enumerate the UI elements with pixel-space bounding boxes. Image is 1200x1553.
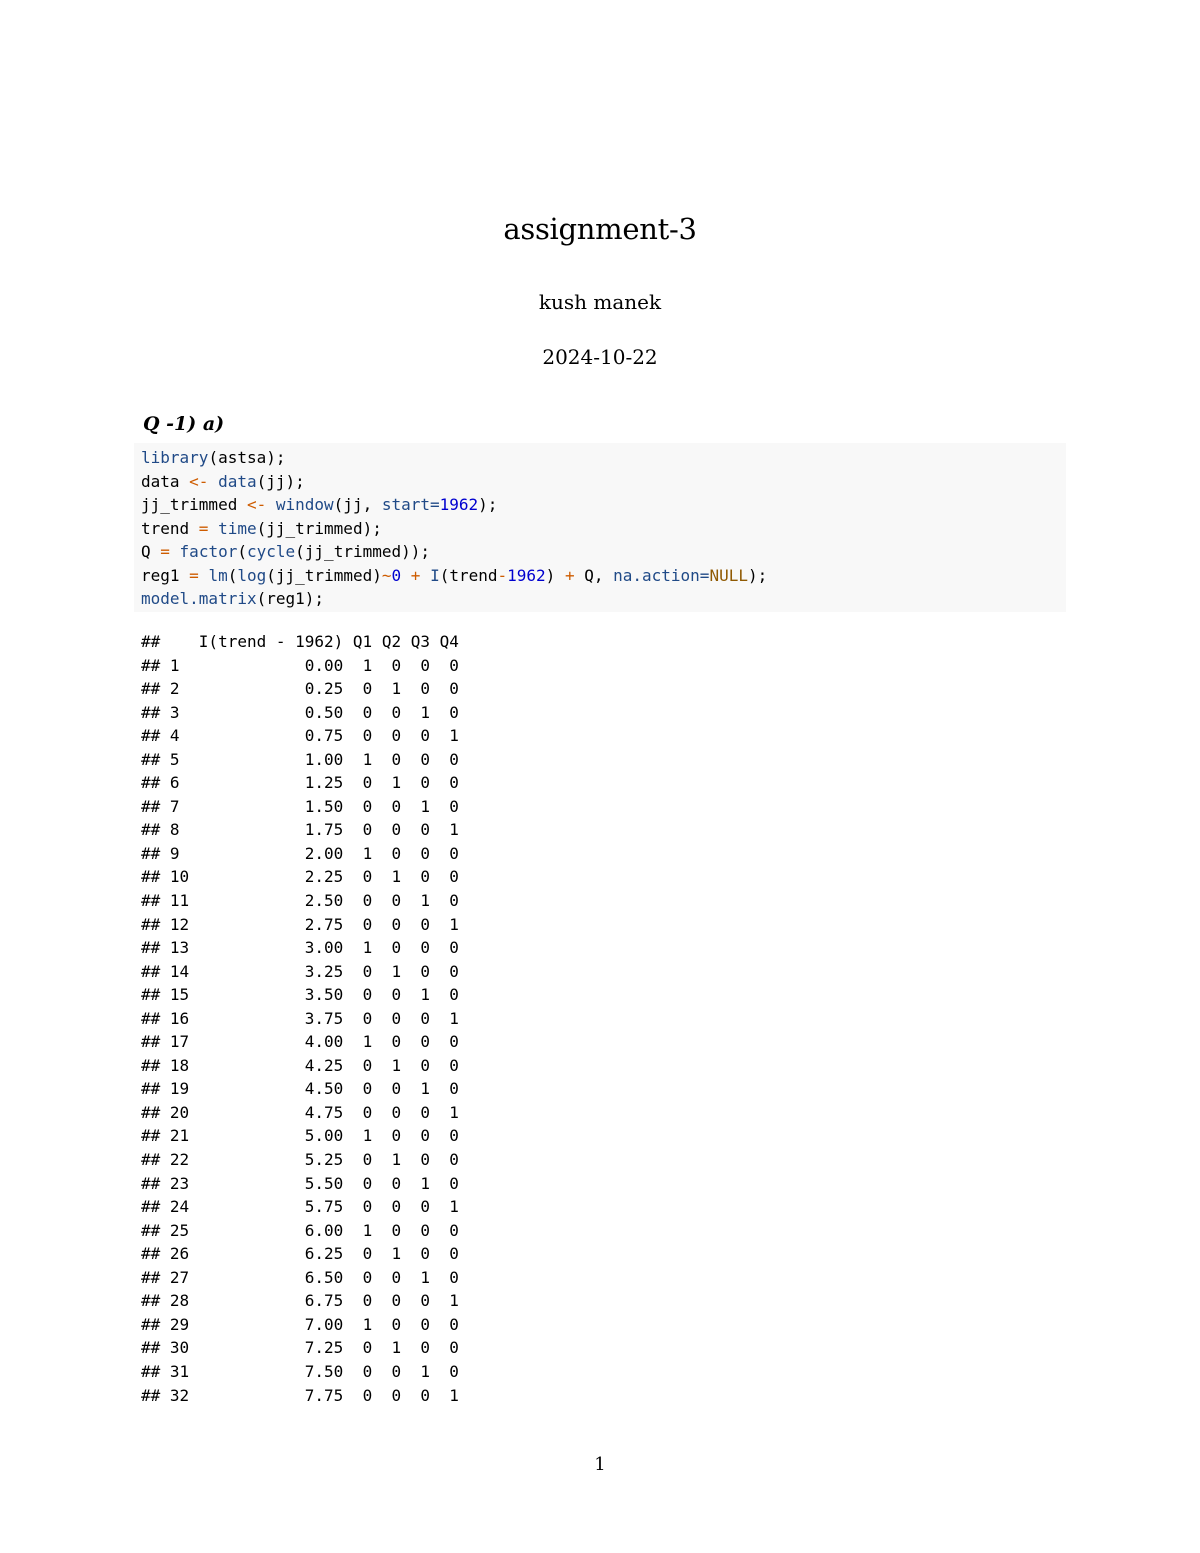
trend-value: 7.25 [189, 1338, 344, 1358]
row-index: ## 16 [141, 1008, 190, 1028]
quarter-value: 0 [372, 1220, 402, 1240]
trend-value: 6.00 [189, 1220, 344, 1240]
trend-value: 4.75 [189, 1102, 344, 1122]
quarter-value: 0 [430, 796, 459, 816]
quarter-value: 0 [372, 1173, 402, 1193]
quarter-value: 0 [401, 867, 431, 887]
quarter-value: 1 [343, 1220, 373, 1240]
quarter-value: 0 [343, 1150, 373, 1170]
row-index: ## 4 [141, 726, 190, 746]
code-token: (trend [439, 565, 498, 585]
code-token: 0 [391, 565, 402, 585]
quarter-value: 0 [430, 1244, 459, 1264]
trend-value: 1.25 [189, 773, 344, 793]
output-row [141, 1266, 459, 1290]
quarter-value: 1 [430, 726, 459, 746]
quarter-value: 0 [372, 1008, 402, 1028]
document-author: kush manek [538, 290, 662, 314]
trend-value: 7.75 [189, 1385, 344, 1405]
page-number: 1 [594, 1454, 606, 1475]
quarter-value: 0 [430, 938, 459, 958]
row-index: ## 18 [141, 1055, 190, 1075]
trend-value: 5.75 [189, 1197, 344, 1217]
row-index: ## 6 [141, 773, 190, 793]
quarter-value: 0 [401, 655, 431, 675]
code-token [208, 472, 218, 491]
output-row [141, 1030, 459, 1054]
output-row [141, 983, 459, 1007]
row-index: ## 28 [141, 1291, 190, 1311]
quarter-value: 0 [372, 1291, 402, 1311]
code-token: Q [141, 542, 161, 561]
output-row [141, 795, 459, 819]
quarter-value: 0 [343, 820, 373, 840]
row-index: ## 1 [141, 655, 190, 675]
quarter-value: 0 [430, 961, 459, 981]
code-token: ); [747, 565, 768, 585]
output-row [141, 889, 459, 913]
quarter-value: 0 [430, 1055, 459, 1075]
quarter-value: 1 [430, 1008, 459, 1028]
quarter-value: 0 [372, 1197, 402, 1217]
row-index: ## 13 [141, 938, 190, 958]
quarter-value: 0 [430, 891, 459, 911]
quarter-value: 0 [343, 961, 373, 981]
quarter-value: 1 [401, 1267, 431, 1287]
output-row [141, 771, 459, 795]
quarter-value: 0 [401, 914, 431, 934]
code-line [141, 470, 1066, 494]
quarter-value: 1 [401, 1361, 431, 1381]
quarter-value: 0 [343, 1102, 373, 1122]
quarter-value: 0 [430, 1361, 459, 1381]
code-token: ( [227, 565, 238, 585]
code-token: reg1 [141, 565, 190, 585]
code-token: (jj_trimmed)); [295, 542, 431, 561]
quarter-value: 0 [430, 985, 459, 1005]
row-index: ## 24 [141, 1197, 190, 1217]
quarter-value: 1 [430, 1291, 459, 1311]
quarter-value: 0 [372, 1385, 402, 1405]
output-row [141, 748, 459, 772]
quarter-value: 1 [401, 1079, 431, 1099]
row-index: ## 8 [141, 820, 190, 840]
quarter-value: 0 [343, 679, 373, 699]
code-token: (reg1); [256, 589, 325, 608]
output-header: ## I(trend - 1962) Q1 Q2 Q3 Q4 [141, 632, 459, 651]
trend-value: 4.00 [189, 1032, 344, 1052]
row-index: ## 32 [141, 1385, 190, 1405]
code-token: = [198, 518, 209, 538]
code-token: trend [141, 518, 199, 538]
code-token: window [275, 495, 334, 514]
output-row [141, 1242, 459, 1266]
trend-value: 5.50 [189, 1173, 344, 1193]
output-row [141, 724, 459, 748]
code-token: = [160, 542, 170, 561]
trend-value: 6.75 [189, 1291, 344, 1311]
code-token: cycle [246, 542, 296, 561]
code-token: jj_trimmed [141, 495, 247, 514]
quarter-value: 0 [343, 914, 373, 934]
trend-value: 2.00 [189, 843, 344, 863]
quarter-value: 0 [343, 1197, 373, 1217]
code-token: + [410, 565, 421, 585]
output-row [141, 1195, 459, 1219]
trend-value: 3.00 [189, 938, 344, 958]
code-token: = [189, 565, 199, 585]
quarter-value: 0 [372, 1032, 402, 1052]
quarter-value: 0 [401, 773, 431, 793]
code-line [141, 587, 1066, 611]
trend-value: 3.75 [189, 1008, 344, 1028]
quarter-value: 0 [372, 1079, 402, 1099]
console-output [141, 630, 459, 1407]
quarter-value: 1 [372, 961, 402, 981]
quarter-value: 0 [343, 891, 373, 911]
row-index: ## 30 [141, 1338, 190, 1358]
quarter-value: 1 [430, 914, 459, 934]
quarter-value: 0 [372, 1126, 402, 1146]
quarter-value: 0 [372, 1361, 402, 1381]
quarter-value: 0 [401, 1008, 431, 1028]
quarter-value: 0 [401, 1102, 431, 1122]
quarter-value: 0 [401, 726, 431, 746]
code-token: (jj_trimmed) [266, 565, 382, 585]
quarter-value: 0 [430, 1079, 459, 1099]
row-index: ## 19 [141, 1079, 190, 1099]
trend-value: 7.00 [189, 1314, 344, 1334]
code-token [208, 519, 218, 538]
code-token: (jj, [333, 495, 382, 514]
quarter-value: 0 [401, 1032, 431, 1052]
trend-value: 5.25 [189, 1150, 344, 1170]
quarter-value: 0 [401, 961, 431, 981]
code-token: NULL [709, 565, 748, 585]
quarter-value: 0 [430, 702, 459, 722]
trend-value: 2.50 [189, 891, 344, 911]
quarter-value: 1 [430, 1197, 459, 1217]
quarter-value: 0 [401, 1126, 431, 1146]
row-index: ## 9 [141, 843, 190, 863]
row-index: ## 2 [141, 679, 190, 699]
output-row [141, 865, 459, 889]
quarter-value: 0 [401, 820, 431, 840]
output-row [141, 1148, 459, 1172]
quarter-value: 0 [343, 1173, 373, 1193]
output-row [141, 1384, 459, 1408]
output-row [141, 1172, 459, 1196]
quarter-value: 0 [372, 749, 402, 769]
quarter-value: 0 [372, 796, 402, 816]
code-token: library [141, 448, 209, 467]
code-line [141, 564, 1066, 588]
quarter-value: 1 [401, 891, 431, 911]
quarter-value: 0 [401, 679, 431, 699]
quarter-value: 0 [343, 985, 373, 1005]
code-token: na.action= [613, 565, 710, 585]
output-row [141, 913, 459, 937]
quarter-value: 0 [343, 1291, 373, 1311]
quarter-value: 1 [372, 679, 402, 699]
document-title: assignment-3 [503, 212, 697, 246]
quarter-value: 1 [401, 796, 431, 816]
quarter-value: 0 [343, 1361, 373, 1381]
quarter-value: 0 [430, 1220, 459, 1240]
code-token: ) [545, 565, 565, 585]
trend-value: 6.25 [189, 1244, 344, 1264]
quarter-value: 0 [430, 679, 459, 699]
quarter-value: 1 [372, 1338, 402, 1358]
code-token: (astsa); [208, 448, 286, 467]
output-row [141, 1077, 459, 1101]
row-index: ## 15 [141, 985, 190, 1005]
row-index: ## 12 [141, 914, 190, 934]
quarter-value: 0 [430, 1150, 459, 1170]
quarter-value: 0 [430, 773, 459, 793]
quarter-value: 0 [430, 1032, 459, 1052]
quarter-value: 0 [372, 914, 402, 934]
code-token: 1962 [439, 495, 479, 514]
quarter-value: 1 [401, 985, 431, 1005]
section-heading: Q -1) a) [143, 413, 225, 435]
trend-value: 6.50 [189, 1267, 344, 1287]
trend-value: 1.75 [189, 820, 344, 840]
code-line [141, 493, 1066, 517]
code-token: I [430, 565, 440, 585]
code-token: factor [179, 542, 238, 561]
quarter-value: 1 [343, 938, 373, 958]
row-index: ## 31 [141, 1361, 190, 1381]
trend-value: 2.75 [189, 914, 344, 934]
quarter-value: 0 [401, 1314, 431, 1334]
quarter-value: 0 [401, 938, 431, 958]
output-row [141, 960, 459, 984]
trend-value: 0.75 [189, 726, 344, 746]
row-index: ## 29 [141, 1314, 190, 1334]
quarter-value: 0 [372, 1267, 402, 1287]
row-index: ## 22 [141, 1150, 190, 1170]
code-block [134, 443, 1066, 612]
code-token: time [218, 518, 257, 538]
output-row [141, 818, 459, 842]
code-token: <- [189, 471, 209, 491]
quarter-value: 0 [430, 749, 459, 769]
quarter-value: 0 [401, 1291, 431, 1311]
quarter-value: 0 [430, 867, 459, 887]
code-token: - [497, 565, 508, 585]
quarter-value: 0 [430, 1314, 459, 1334]
quarter-value: 0 [430, 1267, 459, 1287]
code-token [266, 495, 276, 514]
code-token [170, 542, 180, 561]
code-token: ); [478, 495, 498, 514]
quarter-value: 0 [430, 655, 459, 675]
output-row [141, 1289, 459, 1313]
quarter-value: 0 [343, 1267, 373, 1287]
row-index: ## 17 [141, 1032, 190, 1052]
code-token [401, 566, 411, 585]
output-row [141, 701, 459, 725]
code-token: ~ [381, 565, 392, 585]
trend-value: 4.50 [189, 1079, 344, 1099]
quarter-value: 0 [372, 985, 402, 1005]
quarter-value: 0 [372, 1314, 402, 1334]
output-row [141, 1007, 459, 1031]
row-index: ## 20 [141, 1102, 190, 1122]
output-row [141, 1219, 459, 1243]
quarter-value: 1 [372, 1055, 402, 1075]
code-token [420, 566, 430, 585]
code-token: log [237, 565, 267, 585]
quarter-value: 1 [372, 867, 402, 887]
quarter-value: 1 [343, 1032, 373, 1052]
row-index: ## 10 [141, 867, 190, 887]
quarter-value: 0 [343, 1055, 373, 1075]
trend-value: 3.50 [189, 985, 344, 1005]
code-line [141, 540, 1066, 564]
quarter-value: 1 [430, 1385, 459, 1405]
quarter-value: 1 [343, 749, 373, 769]
quarter-value: 0 [401, 1197, 431, 1217]
quarter-value: 0 [343, 726, 373, 746]
quarter-value: 0 [401, 749, 431, 769]
quarter-value: 0 [372, 655, 402, 675]
quarter-value: 1 [430, 820, 459, 840]
quarter-value: 0 [401, 1385, 431, 1405]
quarter-value: 0 [343, 702, 373, 722]
code-token [199, 566, 209, 585]
output-row [141, 1054, 459, 1078]
quarter-value: 0 [401, 1055, 431, 1075]
output-row [141, 1336, 459, 1360]
row-index: ## 25 [141, 1220, 190, 1240]
quarter-value: 0 [372, 702, 402, 722]
trend-value: 4.25 [189, 1055, 344, 1075]
quarter-value: 0 [430, 1126, 459, 1146]
quarter-value: 1 [343, 843, 373, 863]
code-line [141, 517, 1066, 541]
quarter-value: 0 [343, 773, 373, 793]
quarter-value: 0 [343, 1008, 373, 1028]
code-token: Q, [574, 565, 614, 585]
quarter-value: 1 [401, 702, 431, 722]
code-token: lm [208, 565, 228, 585]
code-token: (jj_trimmed); [256, 518, 382, 538]
code-token: data [141, 471, 190, 491]
quarter-value: 1 [343, 1126, 373, 1146]
quarter-value: 0 [401, 843, 431, 863]
code-token: ( [237, 542, 247, 561]
quarter-value: 1 [343, 655, 373, 675]
quarter-value: 0 [372, 820, 402, 840]
quarter-value: 0 [343, 1079, 373, 1099]
row-index: ## 3 [141, 702, 190, 722]
code-token: (jj); [256, 471, 305, 491]
trend-value: 1.50 [189, 796, 344, 816]
trend-value: 7.50 [189, 1361, 344, 1381]
row-index: ## 14 [141, 961, 190, 981]
quarter-value: 0 [430, 1338, 459, 1358]
quarter-value: 1 [372, 773, 402, 793]
row-index: ## 27 [141, 1267, 190, 1287]
output-row [141, 1360, 459, 1384]
trend-value: 0.25 [189, 679, 344, 699]
output-row [141, 677, 459, 701]
output-row [141, 842, 459, 866]
trend-value: 3.25 [189, 961, 344, 981]
output-row [141, 1124, 459, 1148]
quarter-value: 0 [401, 1150, 431, 1170]
quarter-value: 0 [372, 726, 402, 746]
row-index: ## 26 [141, 1244, 190, 1264]
row-index: ## 7 [141, 796, 190, 816]
quarter-value: 0 [343, 1244, 373, 1264]
quarter-value: 1 [372, 1150, 402, 1170]
code-token: + [564, 565, 575, 585]
trend-value: 0.00 [189, 655, 344, 675]
quarter-value: 1 [430, 1102, 459, 1122]
quarter-value: 0 [372, 938, 402, 958]
quarter-value: 1 [401, 1173, 431, 1193]
quarter-value: 0 [401, 1220, 431, 1240]
output-row [141, 936, 459, 960]
code-token: start= [381, 495, 440, 514]
quarter-value: 0 [343, 1385, 373, 1405]
document-date: 2024-10-22 [542, 345, 658, 369]
trend-value: 0.50 [189, 702, 344, 722]
quarter-value: 0 [372, 891, 402, 911]
quarter-value: 0 [343, 1338, 373, 1358]
trend-value: 5.00 [189, 1126, 344, 1146]
quarter-value: 0 [401, 1338, 431, 1358]
row-index: ## 5 [141, 749, 190, 769]
row-index: ## 21 [141, 1126, 190, 1146]
quarter-value: 1 [343, 1314, 373, 1334]
quarter-value: 0 [430, 1173, 459, 1193]
quarter-value: 0 [343, 796, 373, 816]
output-row [141, 1101, 459, 1125]
code-token: data [218, 471, 257, 491]
code-token: model.matrix [141, 589, 257, 608]
quarter-value: 0 [372, 843, 402, 863]
quarter-value: 0 [343, 867, 373, 887]
quarter-value: 0 [372, 1102, 402, 1122]
trend-value: 2.25 [189, 867, 344, 887]
quarter-value: 1 [372, 1244, 402, 1264]
code-token: 1962 [507, 565, 546, 585]
code-line [141, 446, 1066, 470]
trend-value: 1.00 [189, 749, 344, 769]
code-token: <- [246, 495, 267, 514]
row-index: ## 11 [141, 891, 190, 911]
row-index: ## 23 [141, 1173, 190, 1193]
output-row [141, 1313, 459, 1337]
output-row [141, 654, 459, 678]
quarter-value: 0 [401, 1244, 431, 1264]
quarter-value: 0 [430, 843, 459, 863]
